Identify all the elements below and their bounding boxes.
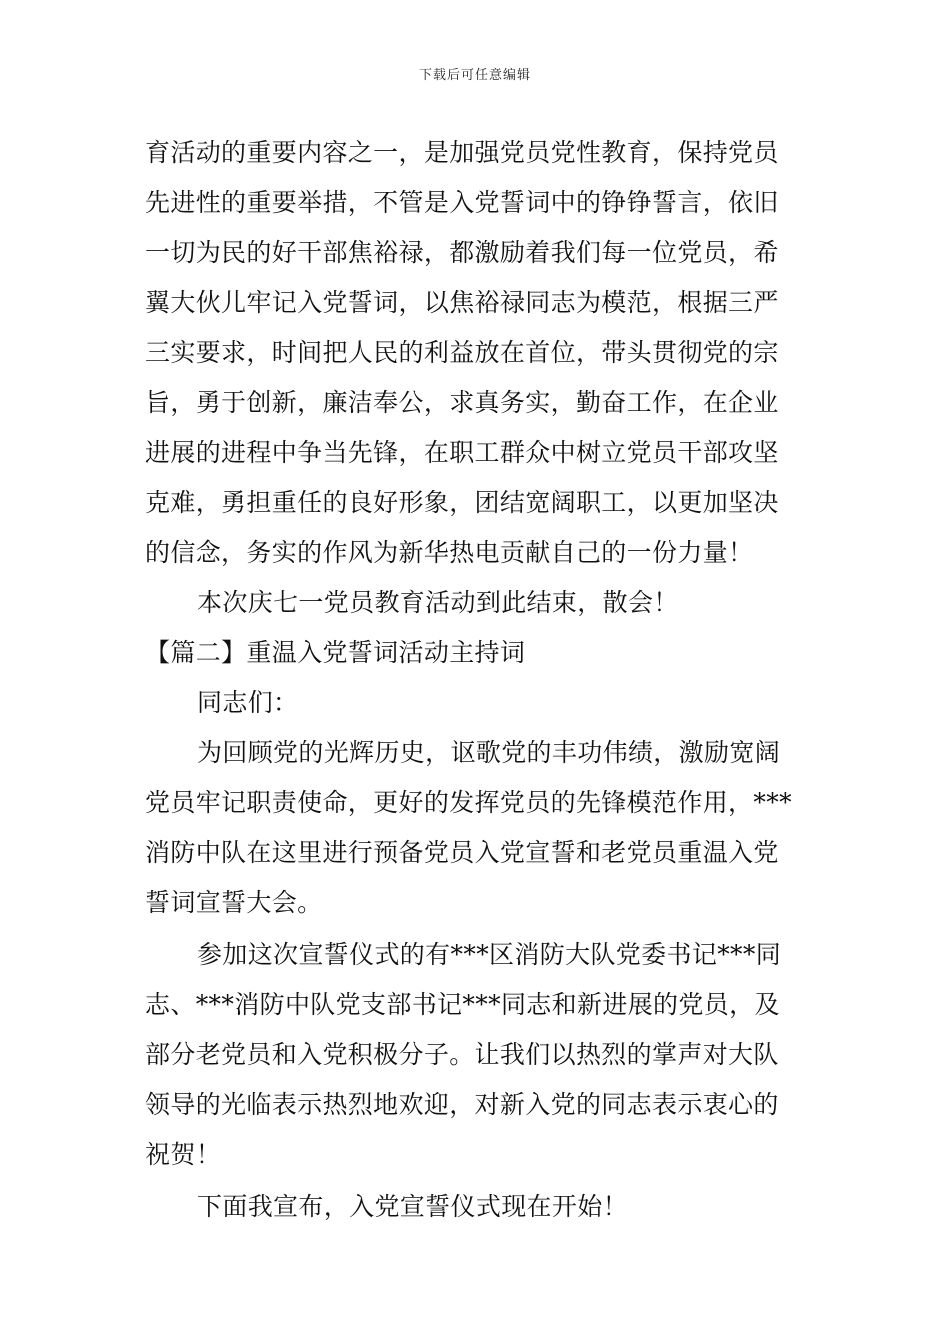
text-line: 先进性的重要举措，不管是入党誓词中的铮铮誓言，依旧 bbox=[145, 188, 779, 217]
text-line: 旨，勇于创新，廉洁奉公，求真务实，勤奋工作，在企业 bbox=[145, 388, 779, 417]
text-line: 的信念，务实的作风为新华热电贡献自己的一份力量！ bbox=[145, 538, 754, 567]
text-line: 祝贺！ bbox=[145, 1140, 222, 1169]
text-line: 进展的进程中争当先锋，在职工群众中树立党员干部攻坚 bbox=[145, 438, 779, 467]
text-line: 三实要求，时间把人民的利益放在首位，带头贯彻党的宗 bbox=[145, 338, 779, 367]
section-heading: 【篇二】重温入党誓词活动主持词 bbox=[145, 638, 526, 667]
text-line: 克难，勇担重任的良好形象，团结宽阔职工，以更加坚决 bbox=[145, 488, 779, 517]
text-line: 志、***消防中队党支部书记***同志和新进展的党员，及 bbox=[145, 990, 780, 1019]
text-line: 部分老党员和入党积极分子。让我们以热烈的掌声对大队 bbox=[145, 1040, 779, 1069]
text-line: 党员牢记职责使命，更好的发挥党员的先锋模范作用，*** bbox=[145, 788, 792, 817]
text-line: 消防中队在这里进行预备党员入党宣誓和老党员重温入党 bbox=[145, 838, 779, 867]
text-line: 下面我宣布，入党宣誓仪式现在开始！ bbox=[197, 1192, 628, 1221]
text-line: 一切为民的好干部焦裕禄，都激励着我们每一位党员，希 bbox=[145, 238, 779, 267]
salutation: 同志们： bbox=[197, 688, 299, 717]
text-line: 翼大伙儿牢记入党誓词，以焦裕禄同志为模范，根据三严 bbox=[145, 288, 779, 317]
text-line: 为回顾党的光辉历史，讴歌党的丰功伟绩，激励宽阔 bbox=[197, 738, 781, 767]
text-line: 誓词宣誓大会。 bbox=[145, 888, 323, 917]
page-header-note: 下载后可任意编辑 bbox=[418, 68, 531, 83]
document-body bbox=[145, 128, 815, 1232]
text-line: 参加这次宣誓仪式的有***区消防大队党委书记***同 bbox=[197, 940, 782, 969]
closing-line: 本次庆七一党员教育活动到此结束，散会！ bbox=[197, 588, 679, 617]
text-line: 育活动的重要内容之一，是加强党员党性教育，保持党员 bbox=[145, 138, 779, 167]
text-line: 领导的光临表示热烈地欢迎，对新入党的同志表示衷心的 bbox=[145, 1090, 779, 1119]
